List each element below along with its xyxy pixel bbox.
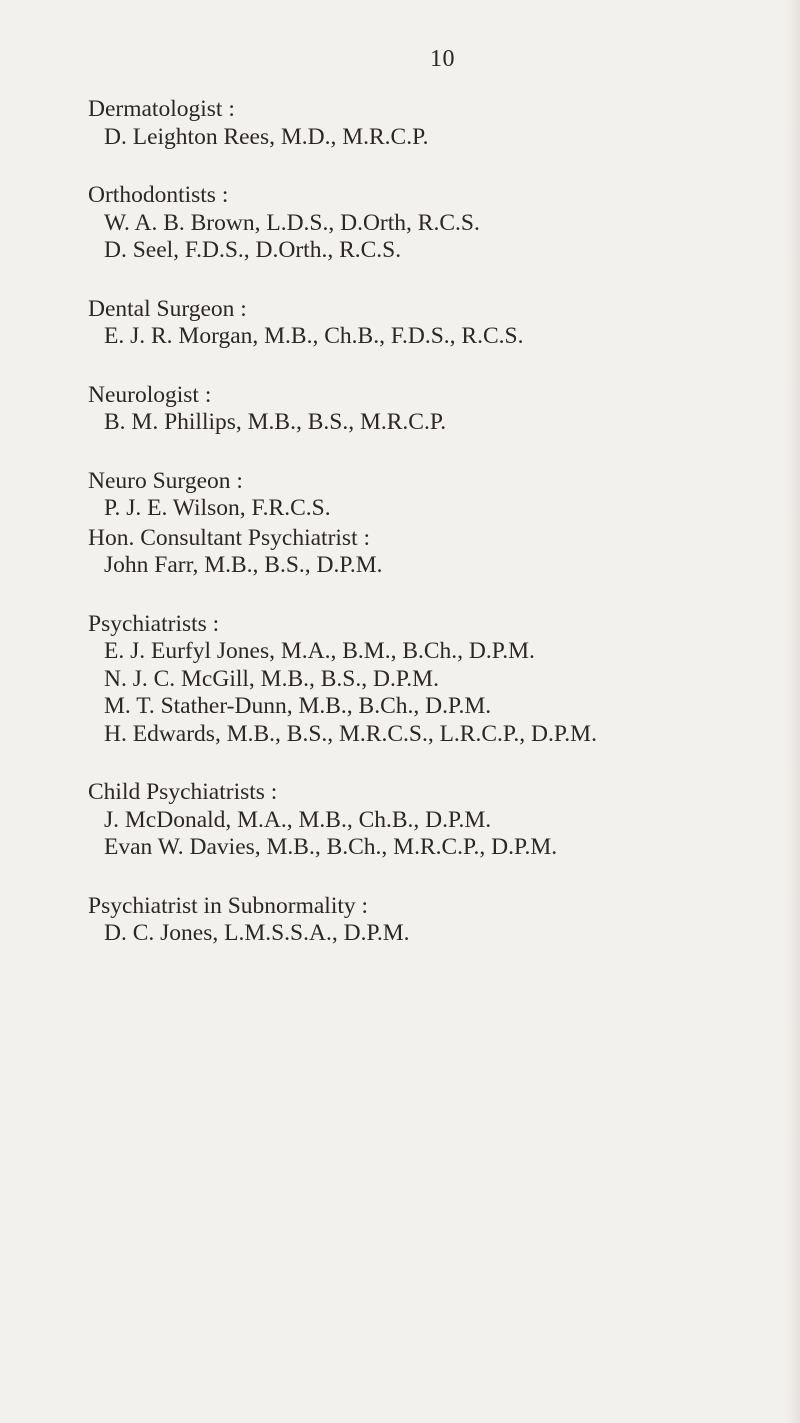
section-heading: Neuro Surgeon : <box>88 467 243 494</box>
staff-entry: E. J. R. Morgan, M.B., Ch.B., F.D.S., R.C.S. <box>104 323 524 349</box>
section-heading: Neurologist : <box>88 381 212 408</box>
section-heading: Hon. Consultant Psychiatrist : <box>88 524 370 551</box>
section-dental-surgeon <box>88 296 778 351</box>
section-child-psychiatrists <box>88 779 778 862</box>
staff-entry: Evan W. Davies, M.B., B.Ch., M.R.C.P., D.P.M. <box>104 834 558 860</box>
section-neurologist <box>88 382 778 437</box>
staff-entry: W. A. B. Brown, L.D.S., D.Orth, R.C.S. <box>104 209 480 236</box>
section-heading: Psychiatrist in Subnormality : <box>88 892 369 919</box>
page-number: 10 <box>430 46 455 72</box>
section-heading: Psychiatrists : <box>88 610 220 637</box>
staff-list <box>88 96 778 979</box>
section-orthodontists <box>88 182 778 265</box>
section-dermatologist <box>88 96 778 151</box>
section-psychiatrists <box>88 611 778 749</box>
staff-entry: P. J. E. Wilson, F.R.C.S. <box>104 495 331 521</box>
section-heading: Child Psychiatrists : <box>88 779 278 805</box>
staff-entry: H. Edwards, M.B., B.S., M.R.C.S., L.R.C.P., D.P.M. <box>104 720 597 747</box>
section-heading: Dermatologist : <box>88 96 235 122</box>
staff-entry: N. J. C. McGill, M.B., B.S., D.P.M. <box>104 665 439 692</box>
staff-entry: B. M. Phillips, M.B., B.S., M.R.C.P. <box>104 409 447 435</box>
section-psychiatrist-subnormality <box>88 893 778 948</box>
staff-entry: M. T. Stather-Dunn, M.B., B.Ch., D.P.M. <box>104 693 492 719</box>
staff-entry: D. Leighton Rees, M.D., M.R.C.P. <box>104 123 429 150</box>
staff-entry: John Farr, M.B., B.S., D.P.M. <box>104 552 383 578</box>
staff-entry: D. C. Jones, L.M.S.S.A., D.P.M. <box>104 920 410 946</box>
section-hon-consultant-psychiatrist <box>88 525 778 580</box>
staff-entry: J. McDonald, M.A., M.B., Ch.B., D.P.M. <box>104 806 492 833</box>
staff-entry: E. J. Eurfyl Jones, M.A., B.M., B.Ch., D.P.M. <box>104 638 535 664</box>
section-heading: Orthodontists : <box>88 182 229 208</box>
section-neuro-surgeon <box>88 468 778 523</box>
page-edge-shadow <box>786 0 800 1423</box>
section-heading: Dental Surgeon : <box>88 295 247 322</box>
staff-entry: D. Seel, F.D.S., D.Orth., R.C.S. <box>104 237 402 263</box>
